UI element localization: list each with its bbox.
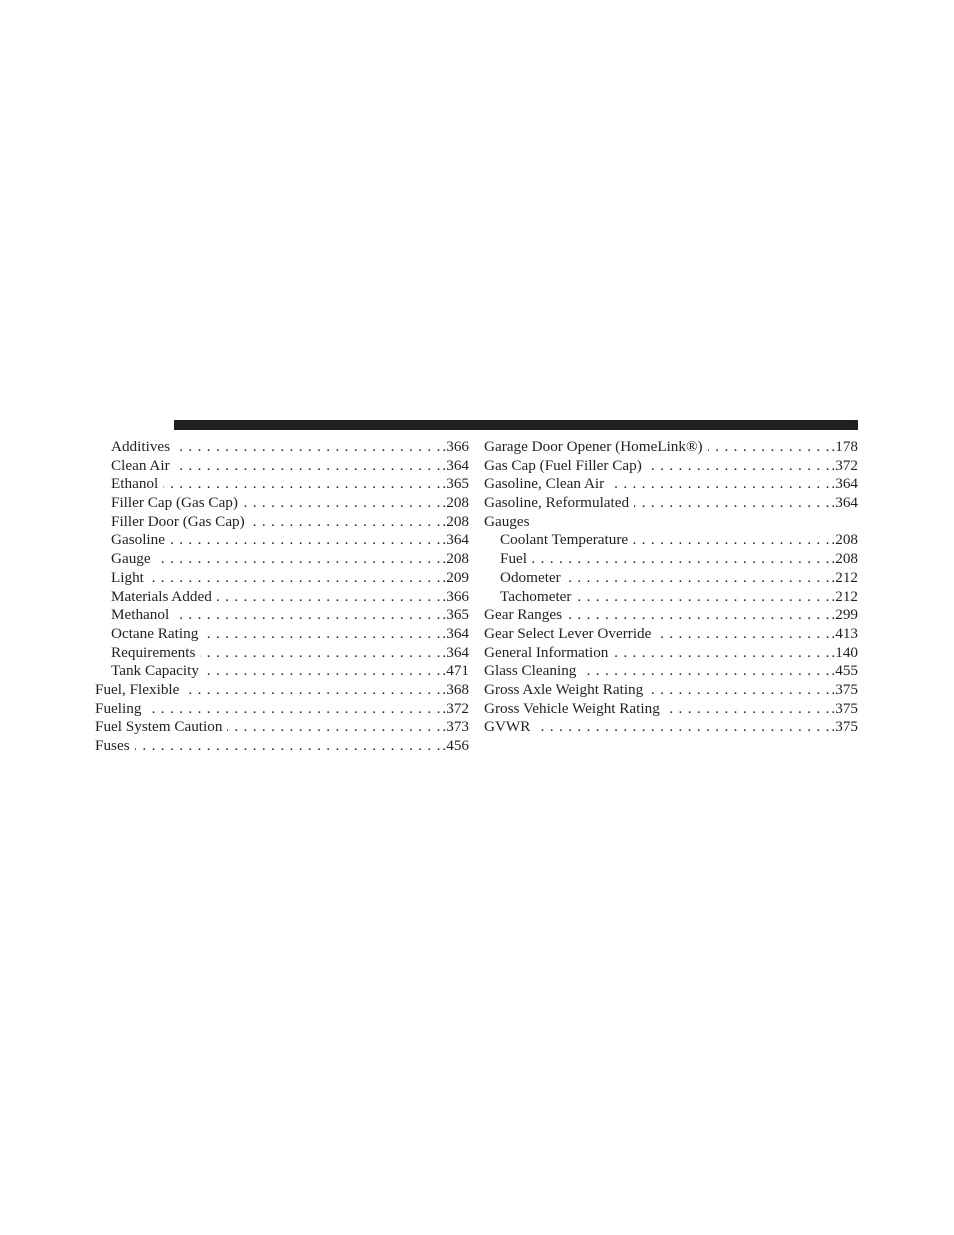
index-entry	[95, 606, 469, 625]
dot-leader	[243, 494, 440, 513]
index-entry-label: Fuel, Flexible	[95, 680, 180, 698]
index-entry-label: Gasoline, Reformulated	[484, 494, 630, 512]
index-entry-label: Gross Vehicle Weight Rating	[484, 699, 660, 717]
index-entry-page-number: .366	[442, 587, 469, 605]
dot-leader	[535, 718, 829, 737]
dot-leader	[156, 550, 441, 569]
index-entry	[484, 606, 858, 625]
dot-leader	[217, 588, 441, 607]
dot-leader	[633, 531, 829, 550]
index-entry-label: Additives	[111, 438, 171, 455]
index-entry	[95, 644, 469, 663]
index-heading	[484, 513, 858, 532]
index-entry	[95, 625, 469, 644]
index-entry-page-number: .212	[831, 568, 858, 586]
dot-leader	[203, 625, 440, 644]
index-entry-page-number: .209	[442, 568, 469, 586]
index-entry-label: Filler Door (Gas Cap)	[111, 512, 245, 530]
index-entry-label: Fueling	[95, 699, 142, 717]
dot-leader	[170, 531, 440, 550]
index-entry-page-number: .364	[442, 456, 469, 474]
dot-leader	[708, 438, 830, 457]
dot-leader	[204, 662, 441, 681]
index-entry	[484, 625, 858, 644]
index-entry-page-number: .372	[442, 699, 469, 717]
dot-leader	[567, 606, 829, 625]
index-entry-page-number: .471	[442, 662, 469, 680]
index-entry-label: Gas Cap (Fuel Filler Cap)	[484, 456, 642, 474]
index-column-right	[484, 438, 858, 737]
dot-leader	[135, 737, 441, 756]
dot-leader	[576, 588, 829, 607]
index-entry-page-number: .373	[442, 718, 469, 736]
index-entry-label: GVWR	[484, 718, 531, 736]
index-entry-label: Garage Door Opener (HomeLink®)	[484, 438, 703, 455]
dot-leader	[163, 475, 440, 494]
index-entry-page-number: .299	[831, 606, 858, 624]
index-entry-label: Gasoline	[111, 531, 165, 549]
index-entry-label: Gear Select Lever Override	[484, 624, 652, 642]
index-entry	[95, 494, 469, 513]
dot-leader	[665, 700, 830, 719]
index-entry	[95, 700, 469, 719]
dot-leader	[647, 457, 830, 476]
index-entry	[95, 681, 469, 700]
dot-leader	[227, 718, 440, 737]
index-entry-page-number: .375	[831, 699, 858, 717]
index-entry-label: Gauges	[484, 512, 530, 530]
index-entry-page-number: .455	[831, 662, 858, 680]
index-entry-label: Tank Capacity	[111, 662, 199, 680]
index-entry-page-number: .365	[442, 475, 469, 493]
index-entry	[95, 588, 469, 607]
index-entry	[95, 457, 469, 476]
index-entry	[95, 550, 469, 569]
index-entry-label: Gross Axle Weight Rating	[484, 680, 644, 698]
index-entry	[95, 737, 469, 756]
index-entry-label: Clean Air	[111, 456, 170, 474]
index-entry	[484, 662, 858, 681]
index-entry-page-number: .364	[831, 475, 858, 493]
dot-leader	[175, 457, 441, 476]
index-entry-label: Fuses	[95, 737, 130, 754]
index-entry-label: Octane Rating	[111, 624, 199, 642]
index-entry	[95, 475, 469, 494]
index-entry	[484, 718, 858, 737]
index-entry-label: Glass Cleaning	[484, 662, 577, 680]
index-entry	[484, 569, 858, 588]
index-entry-page-number: .366	[442, 438, 469, 455]
dot-leader	[184, 681, 440, 700]
index-entry	[484, 681, 858, 700]
dot-leader	[566, 569, 830, 588]
index-entry	[484, 700, 858, 719]
index-entry-label: Ethanol	[111, 475, 159, 493]
dot-leader	[656, 625, 829, 644]
index-entry-label: Gauge	[111, 550, 151, 568]
index-entry-page-number: .140	[831, 643, 858, 661]
dot-leader	[250, 513, 441, 532]
index-entry	[95, 531, 469, 550]
dot-leader	[146, 700, 440, 719]
index-entry	[484, 644, 858, 663]
index-entry-page-number: .208	[442, 494, 469, 512]
index-entry-page-number: .208	[831, 531, 858, 549]
dot-leader	[648, 681, 829, 700]
index-entry-page-number: .372	[831, 456, 858, 474]
index-entry-label: Tachometer	[500, 587, 572, 605]
index-entry-page-number: .375	[831, 680, 858, 698]
index-entry-page-number: .208	[831, 550, 858, 568]
index-entry-page-number: .208	[442, 512, 469, 530]
section-header-bar	[174, 420, 858, 430]
index-entry-page-number: .208	[442, 550, 469, 568]
index-entry	[484, 438, 858, 457]
index-entry	[484, 531, 858, 550]
index-entry-page-number: .364	[831, 494, 858, 512]
index-entry-label: Odometer	[500, 568, 561, 586]
dot-leader	[634, 494, 829, 513]
index-entry-label: Requirements	[111, 643, 196, 661]
index-entry-page-number: .364	[442, 624, 469, 642]
index-entry-page-number: .456	[442, 737, 469, 754]
dot-leader	[609, 475, 829, 494]
index-entry	[95, 513, 469, 532]
index-entry-label: Filler Cap (Gas Cap)	[111, 494, 238, 512]
index-entry-label: Coolant Temperature	[500, 531, 629, 549]
index-entry	[484, 588, 858, 607]
dot-leader	[613, 644, 829, 663]
index-entry	[95, 718, 469, 737]
dot-leader	[200, 644, 440, 663]
index-entry	[484, 550, 858, 569]
index-entry-page-number: .212	[831, 587, 858, 605]
index-entry	[95, 438, 469, 457]
index-entry	[484, 457, 858, 476]
index-entry-page-number: .375	[831, 718, 858, 736]
dot-leader	[175, 438, 440, 457]
index-entry-label: Fuel	[500, 550, 528, 568]
index-entry-label: Gear Ranges	[484, 606, 563, 624]
index-entry-label: Materials Added	[111, 587, 212, 605]
index-entry-page-number: .413	[831, 624, 858, 642]
dot-leader	[581, 662, 829, 681]
index-entry-page-number: .368	[442, 680, 469, 698]
index-entry	[484, 494, 858, 513]
index-entry-label: Light	[111, 568, 144, 586]
index-entry-label: General Information	[484, 643, 609, 661]
dot-leader	[149, 569, 441, 588]
index-entry-page-number: .364	[442, 643, 469, 661]
index-entry	[484, 475, 858, 494]
dot-leader	[532, 550, 829, 569]
index-entry-page-number: .364	[442, 531, 469, 549]
index-entry-label: Gasoline, Clean Air	[484, 475, 605, 493]
dot-leader	[174, 606, 440, 625]
index-column-left	[95, 438, 469, 756]
index-entry-label: Methanol	[111, 606, 170, 624]
index-entry	[95, 662, 469, 681]
index-entry-label: Fuel System Caution	[95, 718, 223, 736]
index-entry	[95, 569, 469, 588]
index-entry-page-number: .178	[831, 438, 858, 455]
index-entry-page-number: .365	[442, 606, 469, 624]
